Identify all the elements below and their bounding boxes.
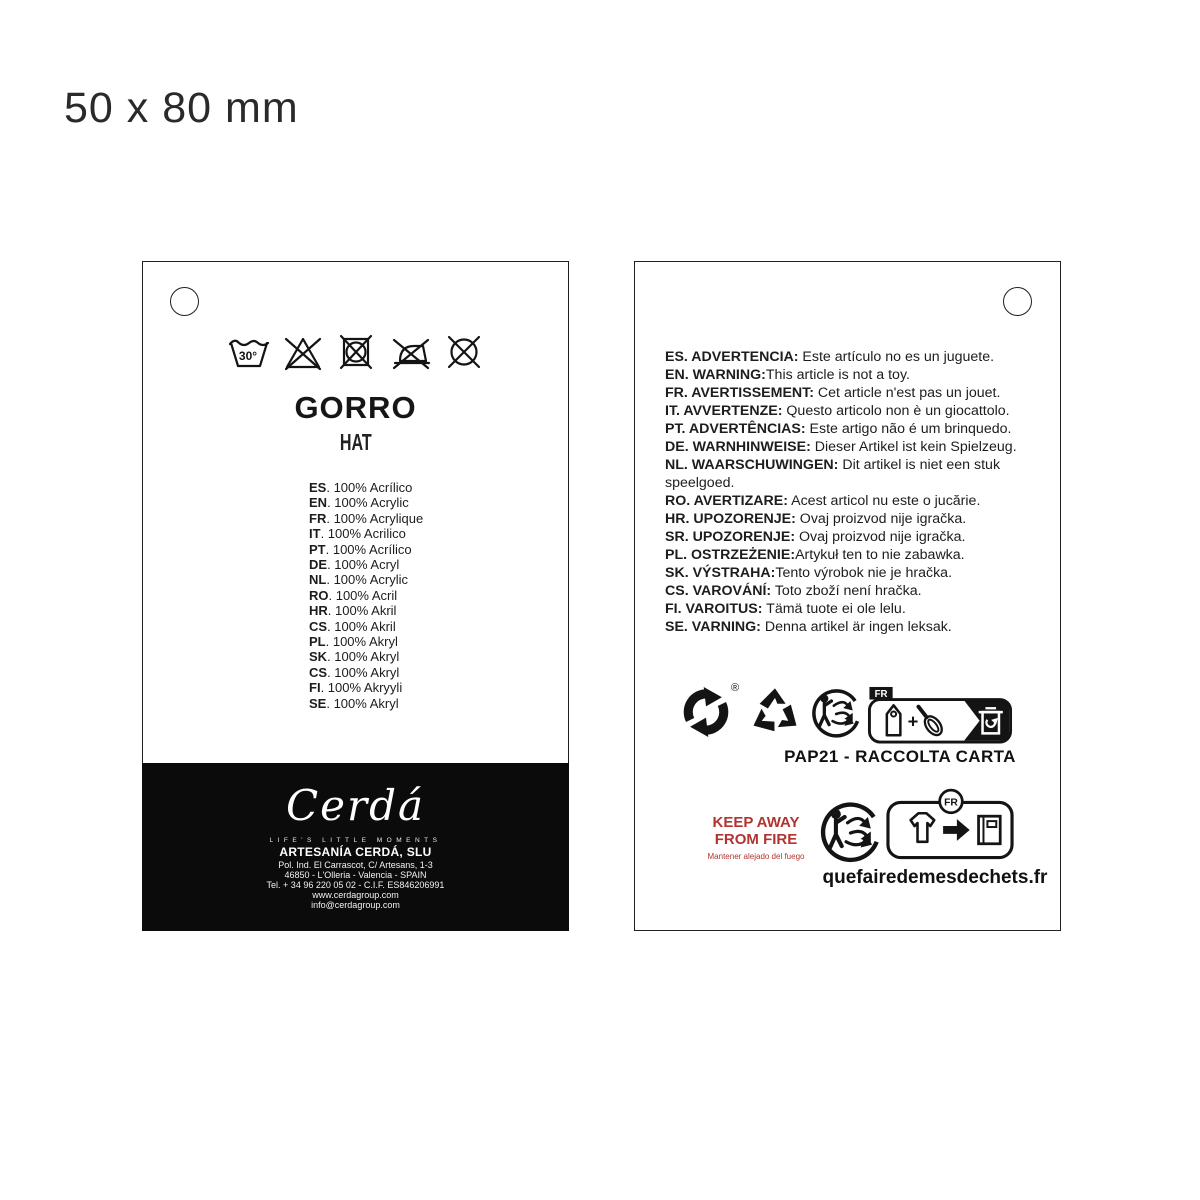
logo-tagline: LIFE'S LITTLE MOMENTS <box>269 837 442 844</box>
front-tag <box>142 261 569 931</box>
warning-line: CS. VAROVÁNÍ: Toto zboží není hračka. <box>665 583 922 599</box>
composition-line: SK. 100% Akryl <box>309 649 400 665</box>
svg-text:FR: FR <box>944 797 958 809</box>
composition-line: CS. 100% Akryl <box>309 664 400 680</box>
composition-line: EN. 100% Acrylic <box>309 495 409 511</box>
composition-line: PT. 100% Acrílico <box>309 541 412 557</box>
fire-warning <box>689 815 823 848</box>
triman-icon <box>817 795 881 871</box>
svg-text:+: + <box>907 710 919 732</box>
warning-line: PT. ADVERTÊNCIAS: Este artigo não é um brinquedo. <box>665 421 1012 437</box>
recycling-label: PAP21 - RACCOLTA CARTA <box>784 747 1016 766</box>
do-not-bleach-icon <box>281 332 325 372</box>
composition-line: PL. 100% Akryl <box>309 634 398 650</box>
composition-list <box>309 480 423 711</box>
do-not-dry-clean-icon <box>442 332 486 372</box>
composition-line: CS. 100% Akril <box>309 618 396 634</box>
composition-line: NL. 100% Acrylic <box>309 572 408 588</box>
arrow-right-icon <box>943 819 970 841</box>
textile-sorting-icon <box>886 788 1014 870</box>
address-line-3: Tel. + 34 96 220 05 02 - C.I.F. ES846206991 <box>266 880 445 890</box>
svg-text:30°: 30° <box>238 349 257 363</box>
svg-text:FR: FR <box>874 689 888 701</box>
hang-hole <box>1003 287 1032 316</box>
size-label: 50 x 80 mm <box>64 84 299 132</box>
triman-icon <box>809 686 861 742</box>
warning-line: IT. AVVERTENZE: Questo articolo non è un giocattolo. <box>665 403 1010 419</box>
do-not-iron-icon <box>387 332 433 372</box>
tshirt-icon <box>911 813 935 842</box>
company-website: www.cerdagroup.com <box>312 890 399 900</box>
recycling-mobius-icon <box>748 686 802 738</box>
warnings-list <box>665 348 1055 636</box>
warning-line: DE. WARNHINWEISE: Dieser Artikel ist kein Spielzeug. <box>665 439 1017 455</box>
warning-line: speelgoed. <box>665 475 735 491</box>
address-line-2: 46850 - L'Olleria - Valencia - SPAIN <box>284 870 427 880</box>
warning-line: SE. VARNING: Denna artikel är ingen leksak. <box>665 619 952 635</box>
product-subtitle-wrap <box>143 429 568 456</box>
composition-line: DE. 100% Acryl <box>309 557 400 573</box>
company-name: ARTESANÍA CERDÁ, SLU <box>279 845 432 859</box>
brand-footer <box>142 763 569 931</box>
fire-warning-subtitle: Mantener alejado del fuego <box>707 852 805 861</box>
fire-warning-line2: FROM FIRE <box>714 830 798 848</box>
product-subtitle: HAT <box>339 429 372 455</box>
address-line-1: Pol. Ind. El Carrascot, C/ Artesans, 1-3 <box>278 860 433 870</box>
sorting-url: quefairedemesdechets.fr <box>822 867 1048 888</box>
warning-line: SR. UPOZORENJE: Ovaj proizvod nije igračka. <box>665 529 966 545</box>
hang-hole <box>170 287 199 316</box>
composition-line: RO. 100% Acril <box>309 587 398 603</box>
fire-warning-line1: KEEP AWAY <box>712 814 800 831</box>
company-email: info@cerdagroup.com <box>311 900 400 910</box>
warning-line: FR. AVERTISSEMENT: Cet article n'est pas un jouet. <box>665 385 1001 401</box>
warning-line: EN. WARNING:This article is not a toy. <box>665 367 910 383</box>
composition-line: HR. 100% Akril <box>309 603 397 619</box>
composition-line: SE. 100% Akryl <box>309 695 399 711</box>
warning-line: NL. WAARSCHUWINGEN: Dit artikel is niet een stuk <box>665 457 1001 473</box>
cerda-logo: Cerdá <box>286 781 425 830</box>
care-symbols-row <box>143 332 568 372</box>
warning-line: ES. ADVERTENCIA: Este artículo no es un juguete. <box>665 349 995 365</box>
do-not-tumble-dry-icon <box>334 332 378 372</box>
composition-line: ES. 100% Acrílico <box>309 480 413 495</box>
fr-paper-sorting-icon <box>867 686 1013 744</box>
wash-30-icon <box>226 332 272 372</box>
composition-line: FR. 100% Acrylique <box>309 510 424 526</box>
warning-line: SK. VÝSTRAHA:Tento výrobok nie je hračka. <box>665 565 953 581</box>
back-tag <box>634 261 1061 931</box>
composition-line: FI. 100% Akryyli <box>309 680 403 696</box>
product-title: GORRO <box>294 390 417 425</box>
composition-line: IT. 100% Acrilico <box>309 526 406 542</box>
registered-mark: ® <box>731 682 740 694</box>
warning-line: PL. OSTRZEŻENIE:Artykuł ten to nie zabawka. <box>665 547 965 563</box>
green-dot-icon <box>681 685 731 739</box>
warning-line: FI. VAROITUS: Tämä tuote ei ole lelu. <box>665 601 906 617</box>
warning-line: RO. AVERTIZARE: Acest articol nu este o jucărie. <box>665 493 981 509</box>
warning-line: HR. UPOZORENJE: Ovaj proizvod nije igračka. <box>665 511 967 527</box>
